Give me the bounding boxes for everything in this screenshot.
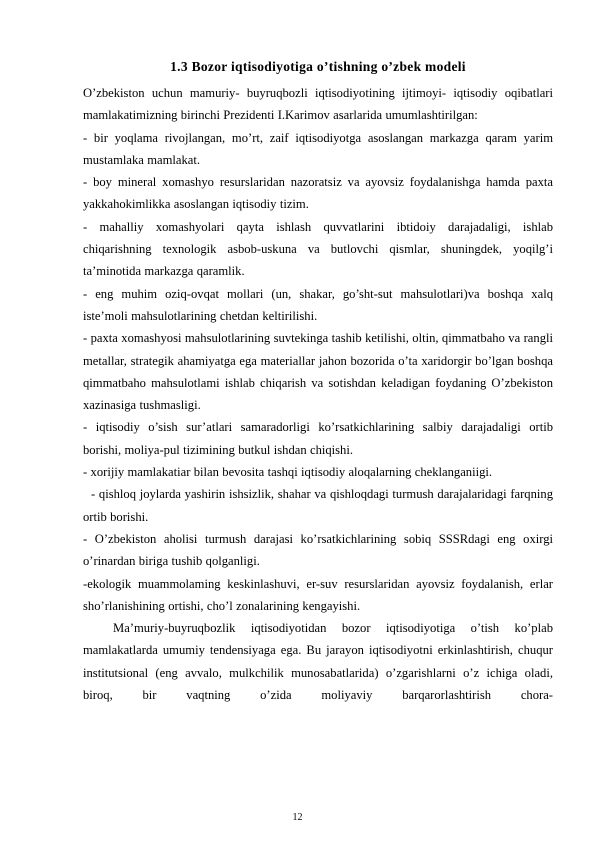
list-item-dependent-colony: - bir yoqlama rivojlangan, mo’rt, zaif iqtisodiyotga asoslangan markazga qaram yarim mustamlaka mamlakat. xyxy=(83,130,553,167)
list-item-mineral-resources: - boy mineral xomashyo resurslaridan nazoratsiz va ayovsiz foydalanishga hamda paxta yakkahokimlikka asoslangan iqtisodiy tizim. xyxy=(83,175,553,212)
list-item-foreign-relations: - xorijiy mamlakatiar bilan bevosita tashqi iqtisodiy aloqalarning cheklanganiigi. xyxy=(83,465,493,480)
list-item-living-standards: - O’zbekiston aholisi turmush darajasi ko’rsatkichlarining sobiq SSSRdagi eng oxirgi o’rinardan biriga tushib qolganligi. xyxy=(83,531,553,569)
document-page xyxy=(83,58,553,706)
list-item-hidden-unemployment: - qishloq joylarda yashirin ishsizlik, shahar va qishloqdagi turmush darajalaridagi farqning ortib borishi. xyxy=(83,487,553,524)
list-item-ecological-problems: -ekologik muammolaming keskinlashuvi, er-suv resurslaridan ayovsiz foydalanish, erlar sho’rlanishining ortishi, cho’l zonalarining kengayishi. xyxy=(83,576,553,613)
page-number: 12 xyxy=(292,812,303,823)
list-item-food-imports: - eng muhim oziq-ovqat mollari (un, shakar, go’sht-sut mahsulotlari)va boshqa xalq iste’moli mahsulotlarining chetdan keltirilishi. xyxy=(83,286,553,323)
paragraph-intro: O’zbekiston uchun mamuriy- buyruqbozli iqtisodiyotining ijtimoyi- iqtisodiy oqibatlari mamlakatimizning birinchi Prezidenti I.Karimov asarlarida umumlashtirilgan: xyxy=(83,86,553,123)
section-heading: 1.3 Bozor iqtisodiyotiga o’tishning o’zbek modeli xyxy=(170,59,466,74)
list-item-processing-capacity: - mahalliy xomashyolari qayta ishlash quvvatlarini ibtidoiy darajadaligi, ishlab chiqarishning texnologik asbob-uskuna va butlovchi qismlar, shuningdek, yoqilg’i ta’minotida markazga qaramlik. xyxy=(83,219,553,279)
list-item-economic-growth: - iqtisodiy o’sish sur’atlari samaradorligi ko’rsatkichlarining salbiy darajadaligi ortib borishi, moliya-pul tizimining butkul ishdan chiqishi. xyxy=(83,420,553,457)
list-item-cotton-export: - paxta xomashyosi mahsulotlarining suvtekinga tashib ketilishi, oltin, qimmatbaho va rangli metallar, strategik ahamiyatga ega materiallar jahon bozorida o’ta xaridorgir bo’lgan boshqa qimmatbaho mahsulotlami ishlab chiqarish va sotishdan keladigan foydaning O’zbekiston xazinasiga tushmasligi. xyxy=(83,331,553,413)
paragraph-transition: Ma’muriy-buyruqbozlik iqtisodiyotidan bozor iqtisodiyotiga o’tish ko’plab mamlakatlarda umumiy tendensiyaga ega. Bu jarayon iqtisodiyotni erkinlashtirish, chuqur institutsional (eng avvalo, mulkchilik munosabatlarida) o’zgarishlarni o’z ichiga oladi, biroq, bir vaqtning o’zida moliyaviy barqarorlashtirish chora- xyxy=(83,621,553,703)
